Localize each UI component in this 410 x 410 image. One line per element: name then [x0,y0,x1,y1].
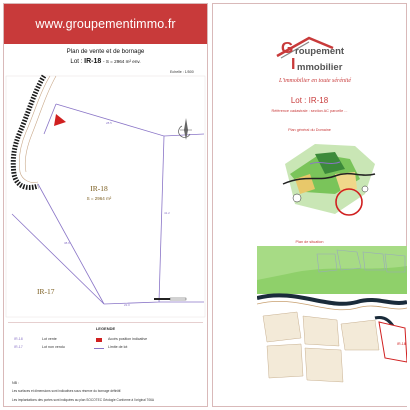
svg-text:28.5: 28.5 [106,121,112,125]
note-2: Les implantations des portes sont indiquées au plan SOCOTEC Géologie Conforme à l'original 706A [12,398,155,402]
parcel-main-label: IR-18 [90,184,108,193]
legend-text-unsold: Lot non vendu [42,345,65,349]
legend-text-sale: Lot vente [42,337,57,341]
svg-text:22.0: 22.0 [124,303,130,307]
legend-symbol-unsold: IR-17 [14,345,23,349]
notes-title: NB : [12,381,19,385]
lot-heading: Lot : IR-18 [290,96,329,105]
website-url[interactable]: www.groupementimmo.fr [35,17,176,31]
logo-word-mmobilier: mmobilier [297,62,343,73]
scale-label: Echelle : 1/500 [170,70,194,74]
lot-area: - S = 2964 m² env. [103,59,141,64]
lot-prefix: Lot : [70,58,83,65]
svg-text:41.2: 41.2 [164,211,170,215]
legend-boundary-swatch [94,348,104,349]
parcel-neighbor-label: IR-17 [37,287,55,296]
legend-text-access: Accès position indicative [108,337,148,341]
legend-text-boundary: Limite de lot [108,345,128,349]
website-banner[interactable] [4,4,207,44]
svg-text:38.6: 38.6 [64,241,70,245]
parcel-main-area: S = 2964 m² [86,196,112,201]
scale-bar [154,298,186,300]
cadastral-reference: Référence cadastrale : section AC parcelle ... [271,109,348,113]
location-plan-caption: Plan de situation [295,240,324,244]
logo-word-roupement: roupement [295,46,345,57]
legend-symbol-sale: IR-18 [14,337,23,341]
sales-plan-sheet [3,3,208,407]
presentation-sheet [212,3,407,407]
note-1: Les surfaces et dimensions sont indicatives sous réserve du bornage définitif. [12,389,122,393]
logo-initial-g: G [281,40,294,57]
brand-tagline: L'immobilier en toute sérénité [278,78,352,84]
brand-logo [275,34,385,84]
plan-title: Plan de vente et de bornage [66,48,145,55]
legend-access-swatch [96,338,102,342]
lot-number: IR-18 [84,58,102,65]
general-plan-caption: Plan général du Domaine [288,128,331,132]
legend-title: LEGENDE [95,326,116,331]
location-lot-label: IR-18 [397,342,406,346]
legend [8,322,203,402]
lot-line [4,58,207,65]
logo-initial-i: I [291,56,296,73]
location-plan-map [257,246,407,406]
general-plan-map [275,134,385,234]
